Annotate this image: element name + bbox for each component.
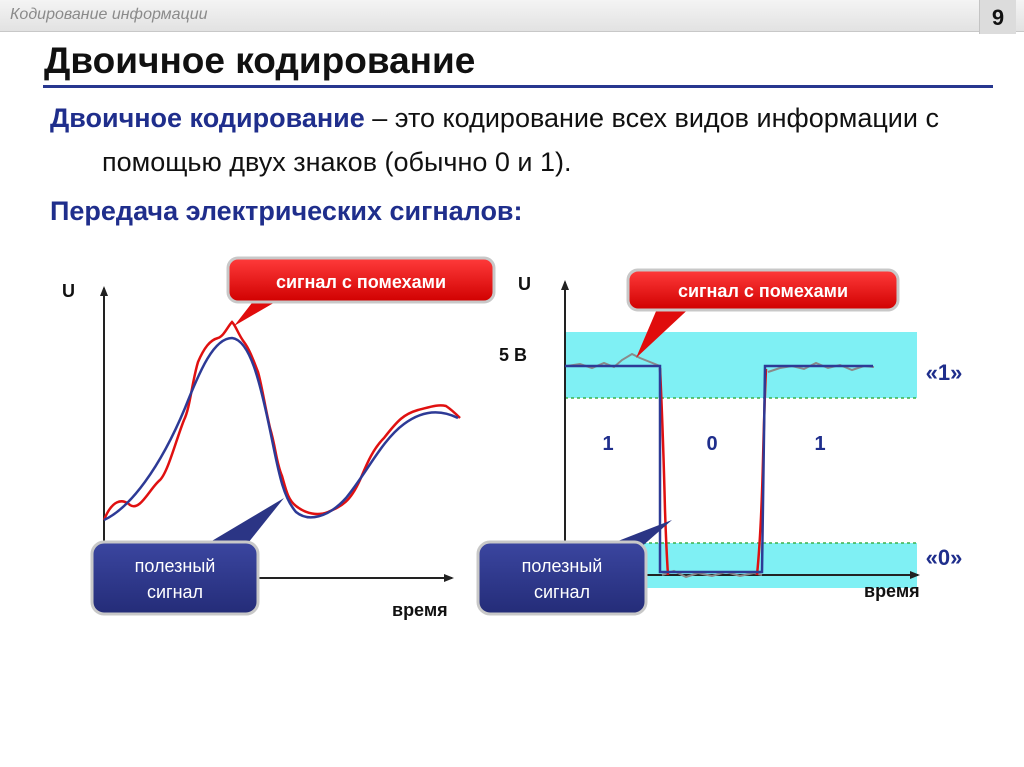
- left-useful-callout-line1: полезный: [134, 556, 216, 576]
- band-low-label: «0»: [925, 545, 963, 570]
- right-diagram: [478, 270, 962, 614]
- page-number: 9: [979, 0, 1016, 34]
- definition-text: – это кодирование всех видов информации с помощью двух знаков (обычно 0 и 1).: [102, 103, 939, 177]
- left-useful-callout-line2: сигнал: [146, 582, 204, 602]
- left-diagram: [62, 258, 494, 620]
- right-useful-callout: [478, 520, 672, 614]
- band-high-label: «1»: [925, 360, 963, 385]
- bit-label-2: 0: [706, 433, 718, 455]
- title-underline: [43, 85, 993, 88]
- signals-diagram: [0, 240, 1024, 660]
- left-useful-callout: [92, 498, 284, 614]
- header-bar: [0, 0, 1024, 32]
- definition-paragraph: [50, 96, 1012, 184]
- left-x-axis-label: время: [392, 600, 448, 620]
- page-title: Двоичное кодирование: [44, 40, 476, 81]
- left-noise-callout-text: сигнал с помехами: [275, 272, 447, 292]
- right-useful-callout-line2: сигнал: [533, 582, 591, 602]
- right-noise-callout-text: сигнал с помехами: [677, 281, 849, 301]
- right-useful-callout-line1: полезный: [521, 556, 603, 576]
- bit-label-1: 1: [602, 433, 614, 455]
- left-y-axis-label: U: [62, 281, 75, 301]
- definition-term: Двоичное кодирование: [50, 103, 365, 133]
- subheading: Передача электрических сигналов:: [50, 196, 523, 226]
- right-x-axis-label: время: [864, 581, 920, 601]
- bit-label-3: 1: [814, 433, 826, 455]
- right-y-axis-label: U: [518, 274, 531, 294]
- section-title: Кодирование информации: [10, 6, 208, 23]
- level-5v-label: 5 В: [499, 345, 528, 365]
- left-noise-callout: [228, 258, 494, 326]
- left-useful-signal: [104, 338, 458, 520]
